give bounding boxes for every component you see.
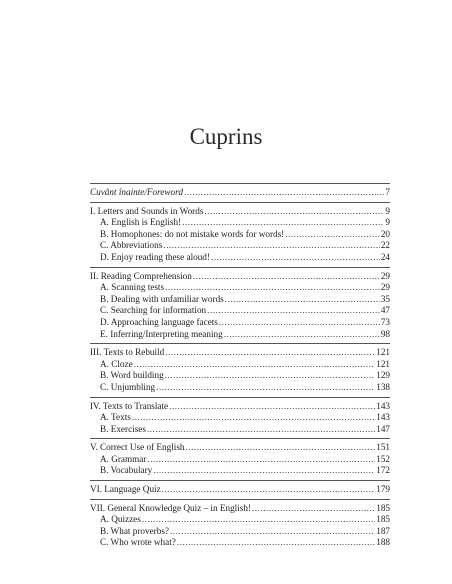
toc-page-number: 98 [380, 328, 390, 339]
toc-entry-label: VII. General Knowledge Quiz – in English! [90, 502, 251, 513]
dot-leader [225, 294, 380, 306]
dot-leader [184, 187, 384, 199]
toc-section [90, 481, 390, 499]
toc-page-number: 188 [376, 537, 390, 548]
toc-entry[interactable] [90, 187, 390, 199]
dot-leader [169, 401, 375, 413]
dot-leader [165, 282, 380, 294]
toc-entry[interactable] [90, 503, 390, 515]
toc-entry-label: Cuvânt înainte/Foreword [90, 187, 183, 197]
toc-page-number: 9 [385, 217, 390, 228]
dot-leader [207, 305, 380, 317]
toc-page-number: 47 [380, 305, 390, 316]
page-title: Cuprins [189, 124, 263, 149]
dot-leader [147, 454, 375, 466]
dot-leader [165, 370, 376, 382]
toc-page-number: 143 [376, 412, 390, 423]
toc-page-number: 7 [385, 187, 390, 197]
toc-entry-label: B. Vocabulary [100, 465, 153, 476]
toc-page-number: 179 [376, 484, 390, 495]
toc-subentry[interactable] [90, 370, 390, 382]
dot-leader [285, 229, 380, 241]
toc-subentry[interactable] [90, 526, 390, 538]
toc-page-number: 185 [376, 502, 390, 513]
toc-entry-label: A. Cloze [100, 358, 133, 369]
toc-subentry[interactable] [90, 317, 390, 329]
toc-entry-label: B. Exercises [100, 423, 146, 434]
toc-subentry[interactable] [90, 412, 390, 424]
toc-entry-label: A. Scanning tests [100, 282, 165, 293]
toc-subentry[interactable] [90, 382, 390, 394]
toc-entry[interactable] [90, 271, 390, 283]
toc-page-number: 35 [380, 293, 390, 304]
toc-entry-label: B. Dealing with unfamiliar words [100, 293, 224, 304]
toc-page-number: 187 [376, 525, 390, 536]
toc-entry-label: VI. Language Quiz [90, 484, 161, 495]
toc-entry-label: II. Reading Comprehension [90, 270, 192, 281]
toc-subentry[interactable] [90, 424, 390, 436]
toc-entry-label: A. Grammar [100, 453, 147, 464]
dot-leader [193, 271, 380, 283]
toc-entry-label: III. Texts to Rebuild [90, 347, 165, 358]
toc-entry[interactable] [90, 206, 390, 218]
toc-page-number: 138 [376, 381, 390, 392]
toc-entry-label: B. Homophones: do not mistake words for words! [100, 228, 285, 239]
dot-leader [211, 252, 380, 264]
toc-subentry[interactable] [90, 305, 390, 317]
dot-leader [219, 317, 380, 329]
toc-subentry[interactable] [90, 252, 390, 264]
toc-subentry[interactable] [90, 465, 390, 477]
toc-page-number: 143 [376, 400, 390, 411]
toc-subentry[interactable] [90, 329, 390, 341]
toc-subentry[interactable] [90, 229, 390, 241]
dot-leader [224, 329, 380, 341]
toc-entry-label: E. Inferring/Interpreting meaning [100, 328, 223, 339]
toc-section [90, 203, 390, 267]
toc-page-number: 152 [376, 453, 390, 464]
toc-page-number: 185 [376, 514, 390, 525]
dot-leader [170, 526, 375, 538]
toc-subentry[interactable] [90, 294, 390, 306]
toc-entry[interactable] [90, 347, 390, 359]
toc-entry-label: B. What proverbs? [100, 525, 169, 536]
dot-leader [177, 537, 375, 549]
toc-entry-label: A. Quizzes [100, 514, 141, 525]
toc-entry-label: D. Enjoy reading these aloud! [100, 251, 210, 262]
toc-entry-label: C. Abbreviations [100, 240, 163, 251]
toc-entry-label: C. Unjumbling [100, 381, 156, 392]
toc-page-number: 121 [376, 358, 390, 369]
toc-entry[interactable] [90, 442, 390, 454]
dot-leader [142, 514, 375, 526]
dot-leader [153, 465, 375, 477]
toc-subentry[interactable] [90, 537, 390, 549]
toc-page-number: 24 [380, 251, 390, 262]
toc-page-number: 129 [376, 370, 390, 381]
toc-entry-label: A. English is English! [100, 217, 182, 228]
toc-entry[interactable] [90, 401, 390, 413]
toc-page-number: 29 [380, 282, 390, 293]
toc-page-number: 29 [380, 270, 390, 281]
toc-entry-label: I. Letters and Sounds in Words [90, 205, 204, 216]
toc-section [90, 268, 390, 344]
toc-entry-label: D. Approaching language facets [100, 316, 218, 327]
toc-section [90, 184, 390, 202]
dot-leader [134, 359, 376, 371]
toc-entry-label: C. Searching for information [100, 305, 207, 316]
dot-leader [165, 347, 375, 359]
toc-page-number: 147 [376, 423, 390, 434]
toc-page-number: 151 [376, 442, 390, 453]
toc-subentry[interactable] [90, 217, 390, 229]
toc-page-number: 9 [385, 205, 390, 216]
toc-entry-label: A. Texts [100, 412, 131, 423]
toc-section [90, 500, 390, 552]
toc-page-number: 73 [380, 316, 390, 327]
toc-subentry[interactable] [90, 454, 390, 466]
toc-section [90, 398, 390, 439]
toc-subentry[interactable] [90, 282, 390, 294]
dot-leader [204, 206, 384, 218]
toc-entry[interactable] [90, 484, 390, 496]
toc-section [90, 344, 390, 396]
toc-page-number: 121 [376, 347, 390, 358]
toc-page-number: 172 [376, 465, 390, 476]
dot-leader [182, 217, 384, 229]
toc-subentry[interactable] [90, 240, 390, 252]
toc-page-number: 20 [380, 228, 390, 239]
toc-entry-label: B. Word building [100, 370, 164, 381]
dot-leader [186, 442, 376, 454]
dot-leader [162, 484, 376, 496]
table-of-contents [90, 183, 390, 552]
dot-leader [252, 503, 375, 515]
dot-leader [132, 412, 375, 424]
toc-subentry[interactable] [90, 514, 390, 526]
dot-leader [156, 382, 375, 394]
toc-entry-label: IV. Texts to Translate [90, 400, 169, 411]
dot-leader [147, 424, 375, 436]
toc-subentry[interactable] [90, 359, 390, 371]
toc-section [90, 439, 390, 480]
dot-leader [163, 240, 380, 252]
toc-entry-label: C. Who wrote what? [100, 537, 176, 548]
toc-page-number: 22 [380, 240, 390, 251]
toc-entry-label: V. Correct Use of English [90, 442, 185, 453]
